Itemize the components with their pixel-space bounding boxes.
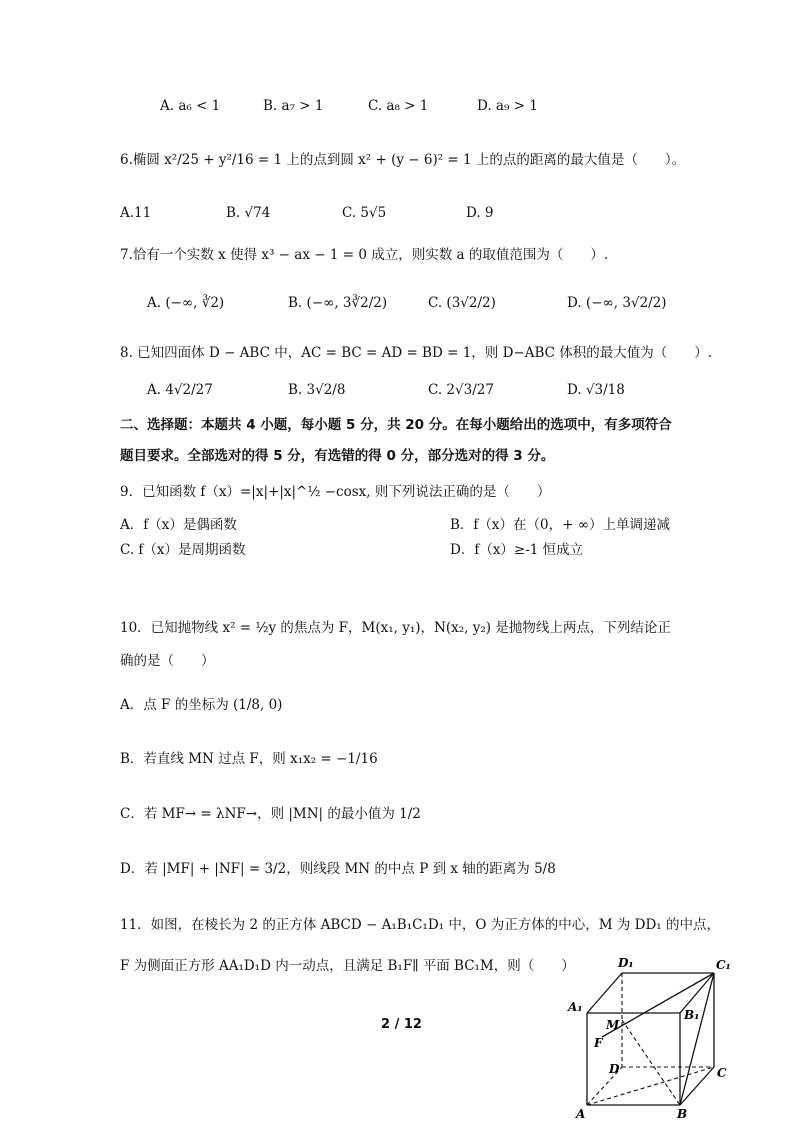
q6-option-a: A.11 (120, 205, 152, 221)
q10-stem-line2: 确的是（ ） (120, 653, 215, 669)
label-c: C (717, 1066, 727, 1080)
q8-stem: 8. 已知四面体 D − ABC 中，AC = BC = AD = BD = 1，则 D−ABC 体积的最大值为（ ）. (120, 345, 713, 361)
q8-option-c: C. 2√3/27 (428, 382, 494, 398)
q8-option-a: A. 4√2/27 (147, 382, 213, 398)
q7-option-b: B. (−∞, 3∛2/2) (288, 295, 388, 311)
label-b1: B₁ (684, 1008, 700, 1022)
section-2-heading-line2: 题目要求。全部选对的得 5 分，有选错的得 0 分，部分选对的得 3 分。 (120, 448, 555, 464)
q5-option-c: C. a₈ > 1 (368, 98, 429, 114)
label-m: M (606, 1018, 620, 1032)
q5-option-d: D. a₉ > 1 (477, 98, 538, 114)
q7-option-d: D. (−∞, 3√2/2) (567, 295, 667, 311)
edge-a1-d1 (587, 973, 622, 1013)
q9-stem: 9．已知函数 f（x）=|x|+|x|^½ −cosx, 则下列说法正确的是（ ） (120, 484, 551, 500)
label-d: D (609, 1062, 620, 1076)
label-a: A (576, 1107, 586, 1120)
label-b: B (677, 1107, 688, 1120)
q6-stem: 6.椭圆 x²/25 + y²/16 = 1 上的点到圆 x² + (y − 6)² = 1 上的点的距离的最大值是（ ）。 (120, 152, 686, 168)
q9-option-a: A．f（x）是偶函数 (120, 517, 237, 533)
q7-option-a: A. (−∞, ∛2) (147, 295, 225, 311)
q10-option-d: D．若 |MF| + |NF| = 3/2，则线段 MN 的中点 P 到 x 轴的距离为 5/8 (120, 861, 556, 877)
page-number: 2 / 12 (381, 1017, 422, 1032)
q11-stem-line1: 11．如图，在棱长为 2 的正方体 ABCD − A₁B₁C₁D₁ 中，O 为正方体的中心，M 为 DD₁ 的中点， (120, 917, 720, 933)
q9-option-c: C. f（x）是周期函数 (120, 542, 246, 558)
q9-option-d: D．f（x）≥-1 恒成立 (450, 542, 584, 558)
q10-option-b: B．若直线 MN 过点 F，则 x₁x₂ = −1/16 (120, 751, 378, 767)
section-2-heading-line1: 二、选择题：本题共 4 小题，每小题 5 分，共 20 分。在每小题给出的选项中，有多项符合 (120, 417, 672, 433)
cube-figure (560, 955, 750, 1120)
label-c1: C₁ (716, 958, 731, 972)
label-f: F (594, 1036, 603, 1050)
q8-option-d: D. √3/18 (567, 382, 625, 398)
q7-stem: 7.恰有一个实数 x 使得 x³ − ax − 1 = 0 成立，则实数 a 的取值范围为（ ）. (120, 247, 609, 263)
q6-option-b: B. √74 (226, 205, 271, 221)
q5-option-b: B. a₇ > 1 (263, 98, 324, 114)
q11-stem-line2: F 为侧面正方形 AA₁D₁D 内一动点，且满足 B₁F∥ 平面 BC₁M，则（ ） (120, 958, 575, 974)
q6-option-c: C. 5√5 (342, 205, 387, 221)
q5-option-a: A. a₆ < 1 (160, 98, 221, 114)
q10-stem-line1: 10．已知抛物线 x² = ½y 的焦点为 F，M(x₁, y₁)，N(x₂, y₂) 是抛物线上两点，下列结论正 (120, 620, 671, 636)
q9-option-b: B．f（x）在（0，+ ∞）上单调递减 (450, 517, 670, 533)
label-a1: A₁ (568, 1000, 583, 1014)
label-d1: D₁ (618, 956, 634, 970)
segment-a-c (587, 1067, 714, 1105)
q7-option-c: C. (3√2/2) (428, 295, 496, 311)
q6-option-d: D. 9 (466, 205, 494, 221)
q10-option-c: C．若 MF→ = λNF→，则 |MN| 的最小值为 1/2 (120, 806, 421, 822)
q10-option-a: A．点 F 的坐标为 (1/8, 0) (120, 697, 283, 713)
q8-option-b: B. 3√2/8 (288, 382, 346, 398)
